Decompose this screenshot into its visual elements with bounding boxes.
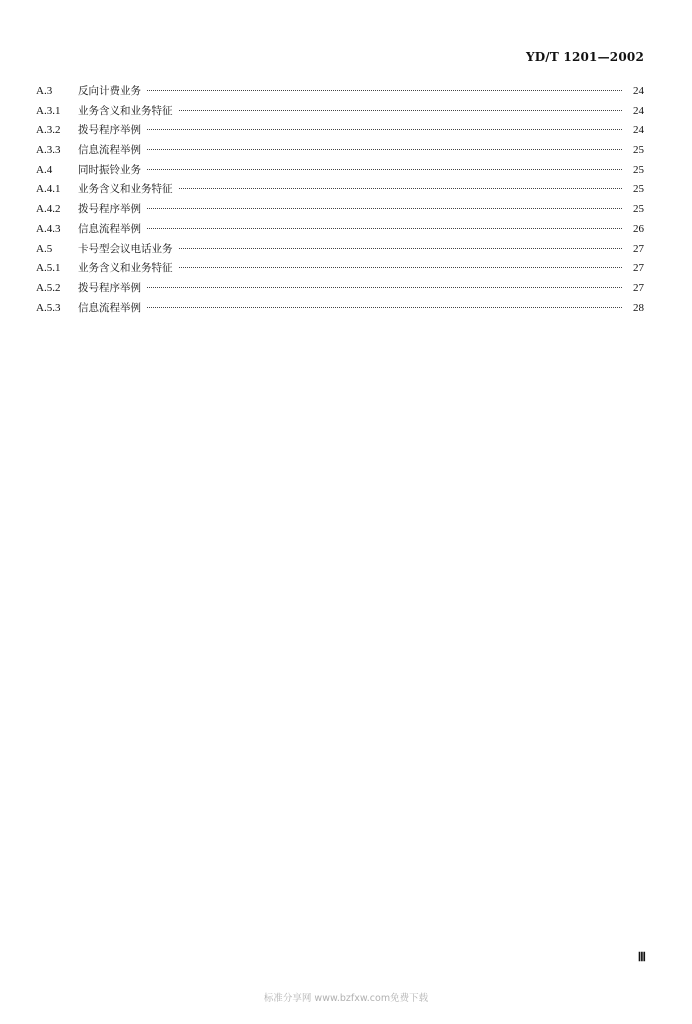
toc-entry-number: A.3.2 — [36, 124, 61, 137]
toc-entry-number: A.3.3 — [36, 144, 61, 157]
toc-entry-page: 24 — [633, 104, 644, 117]
toc-entry-number: A.3 — [36, 85, 53, 97]
toc-leader-dots — [147, 227, 622, 229]
toc-entry[interactable] — [36, 102, 644, 122]
toc-entry-page: 27 — [633, 262, 644, 275]
toc-entry-page: 25 — [633, 203, 644, 216]
toc-entry-page: 27 — [633, 281, 644, 294]
toc-entry-number: A.4 — [36, 163, 53, 176]
document-code: YD/T 1201—2002 — [525, 50, 644, 64]
toc-leader-dots — [179, 247, 623, 249]
toc-entry-page: 25 — [633, 144, 644, 157]
toc-leader-dots — [179, 109, 623, 111]
toc-leader-dots — [147, 128, 622, 130]
toc-leader-dots — [147, 207, 622, 209]
toc-entry-number: A.5.1 — [36, 262, 61, 275]
toc-entry-title: 拨号程序举例 — [78, 281, 141, 294]
toc-entry[interactable] — [36, 161, 644, 181]
toc-entry-title: 反向计费业务 — [78, 85, 141, 97]
toc-entry-title: 信息流程举例 — [78, 301, 141, 314]
toc-entry-number: A.3.1 — [36, 104, 61, 117]
toc-entry[interactable] — [36, 279, 644, 299]
toc-entry-title: 卡号型会议电话业务 — [78, 242, 173, 255]
toc-entry-title: 同时振铃业务 — [78, 163, 141, 176]
footer-watermark: 标准分享网 www.bzfxw.com免费下载 — [263, 993, 429, 1004]
toc-entry[interactable] — [36, 141, 644, 161]
toc-entry[interactable] — [36, 121, 644, 141]
toc-entry-page: 25 — [633, 163, 644, 176]
toc-entry-title: 拨号程序举例 — [78, 124, 141, 137]
toc-leader-dots — [147, 89, 622, 91]
table-of-contents — [36, 82, 644, 318]
toc-leader-dots — [147, 306, 622, 308]
toc-entry-title: 业务含义和业务特征 — [78, 262, 173, 275]
toc-entry[interactable] — [36, 220, 644, 240]
toc-entry-page: 27 — [633, 242, 644, 255]
toc-entry[interactable] — [36, 180, 644, 200]
toc-entry-title: 信息流程举例 — [78, 222, 141, 235]
toc-entry-title: 信息流程举例 — [78, 144, 141, 157]
toc-entry-number: A.4.3 — [36, 222, 61, 235]
toc-leader-dots — [147, 168, 622, 170]
toc-entry[interactable] — [36, 240, 644, 260]
toc-entry-number: A.4.2 — [36, 203, 61, 216]
page-number: Ⅲ — [637, 950, 646, 964]
toc-entry-page: 28 — [633, 301, 644, 314]
toc-entry-title: 拨号程序举例 — [78, 203, 141, 216]
toc-entry-page: 24 — [633, 85, 644, 97]
toc-entry-number: A.5 — [36, 242, 53, 255]
toc-entry-title: 业务含义和业务特征 — [78, 104, 173, 117]
toc-leader-dots — [147, 286, 622, 288]
toc-entry[interactable] — [36, 200, 644, 220]
toc-leader-dots — [179, 187, 623, 189]
toc-entry[interactable] — [36, 259, 644, 279]
toc-entry-number: A.5.2 — [36, 281, 61, 294]
toc-leader-dots — [147, 148, 622, 150]
toc-entry-title: 业务含义和业务特征 — [78, 183, 173, 196]
toc-entry-number: A.4.1 — [36, 183, 61, 196]
toc-entry-number: A.5.3 — [36, 301, 61, 314]
toc-entry-page: 25 — [633, 183, 644, 196]
toc-entry[interactable] — [36, 299, 644, 319]
toc-leader-dots — [179, 266, 623, 268]
toc-entry[interactable] — [36, 82, 644, 102]
toc-entry-page: 24 — [633, 124, 644, 137]
toc-entry-page: 26 — [633, 222, 644, 235]
